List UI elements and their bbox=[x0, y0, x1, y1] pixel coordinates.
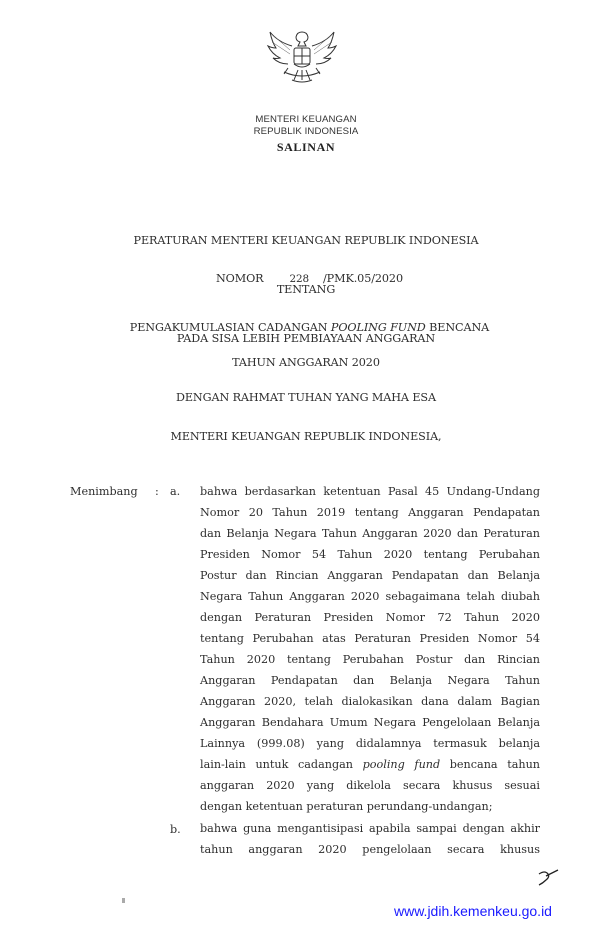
nomor-label: NOMOR bbox=[215, 272, 264, 285]
text-line: Tahun 2020 tentang Perubahan Postur dan Rincian bbox=[200, 653, 540, 666]
text-line: tentang Perubahan atas Peraturan Presiden Nomor 54 bbox=[200, 632, 540, 645]
regulation-number bbox=[0, 259, 612, 285]
menimbang-label: Menimbang bbox=[70, 485, 138, 498]
issuer: MENTERI KEUANGAN REPUBLIK INDONESIA, bbox=[170, 430, 442, 443]
subject-line-2: PADA SISA LEBIH PEMBIAYAAN ANGGARAN bbox=[176, 332, 436, 345]
tentang-label: TENTANG bbox=[276, 283, 336, 296]
text-line: Postur dan Rincian Anggaran Pendapatan dan Belanja bbox=[200, 569, 540, 582]
garuda-emblem-icon bbox=[262, 26, 342, 88]
item-b-marker: b. bbox=[170, 823, 181, 836]
subject-text: PENGAKUMULASIAN CADANGAN bbox=[129, 321, 331, 334]
text-line: Presiden Nomor 54 Tahun 2020 tentang Perubahan bbox=[200, 548, 540, 561]
nomor-value: 228 bbox=[289, 273, 310, 285]
text-line: Anggaran 2020, telah dialokasikan dana dalam Bagian bbox=[200, 695, 540, 708]
nomor-suffix: /PMK.05/2020 bbox=[323, 272, 403, 285]
subject-line-3: TAHUN ANGGARAN 2020 bbox=[232, 356, 380, 369]
text-line: Anggaran Bendahara Umum Negara Pengelolaan Belanja bbox=[200, 716, 540, 729]
initial-signature-icon bbox=[536, 868, 562, 886]
ministry-name-line1: MENTERI KEUANGAN bbox=[255, 114, 357, 125]
text-line: dengan ketentuan peraturan perundang-undangan; bbox=[200, 800, 493, 813]
menimbang-colon: : bbox=[155, 485, 159, 498]
text-line: Negara Tahun Anggaran 2020 sebagaimana telah diubah bbox=[200, 590, 540, 603]
text-line: Anggaran Pendapatan dan Belanja Negara Tahun bbox=[200, 674, 540, 687]
text-line: dengan Peraturan Presiden Nomor 72 Tahun 2020 bbox=[200, 611, 540, 624]
subject-italic-term: POOLING FUND bbox=[330, 321, 426, 334]
text: lain-lain untuk cadangan bbox=[200, 758, 363, 771]
scan-speck bbox=[122, 898, 125, 903]
text-line: Nomor 20 Tahun 2019 tentang Anggaran Pendapatan bbox=[200, 506, 540, 519]
text-line: bahwa berdasarkan ketentuan Pasal 45 Undang-Undang bbox=[200, 485, 540, 498]
text-line: tahun anggaran 2020 pengelolaan secara khusus bbox=[200, 843, 540, 856]
italic-term: pooling fund bbox=[362, 758, 441, 771]
salinan-stamp: SALINAN bbox=[276, 140, 336, 154]
jdih-website-link[interactable]: www.jdih.kemenkeu.go.id bbox=[394, 903, 552, 919]
subject-text: BENCANA bbox=[425, 321, 490, 334]
text-line: Lainnya (999.08) yang didalamnya termasuk belanja bbox=[200, 737, 540, 750]
item-a-marker: a. bbox=[170, 485, 181, 498]
text-line: dan Belanja Negara Tahun Anggaran 2020 dan Peraturan bbox=[200, 527, 540, 540]
consideration-b bbox=[200, 818, 540, 860]
subject-line-1 bbox=[0, 308, 612, 334]
regulation-title: PERATURAN MENTERI KEUANGAN REPUBLIK INDONESIA bbox=[133, 234, 479, 247]
text-line: bahwa guna mengantisipasi apabila sampai dengan akhir bbox=[200, 822, 540, 835]
text-line-with-italic bbox=[200, 754, 540, 775]
invocation: DENGAN RAHMAT TUHAN YANG MAHA ESA bbox=[176, 391, 436, 404]
text: bencana tahun bbox=[440, 758, 540, 771]
text-line: anggaran 2020 yang dikelola secara khusus sesuai bbox=[200, 779, 540, 792]
ministry-name-line2: REPUBLIK INDONESIA bbox=[253, 126, 359, 137]
consideration-a bbox=[200, 481, 540, 817]
